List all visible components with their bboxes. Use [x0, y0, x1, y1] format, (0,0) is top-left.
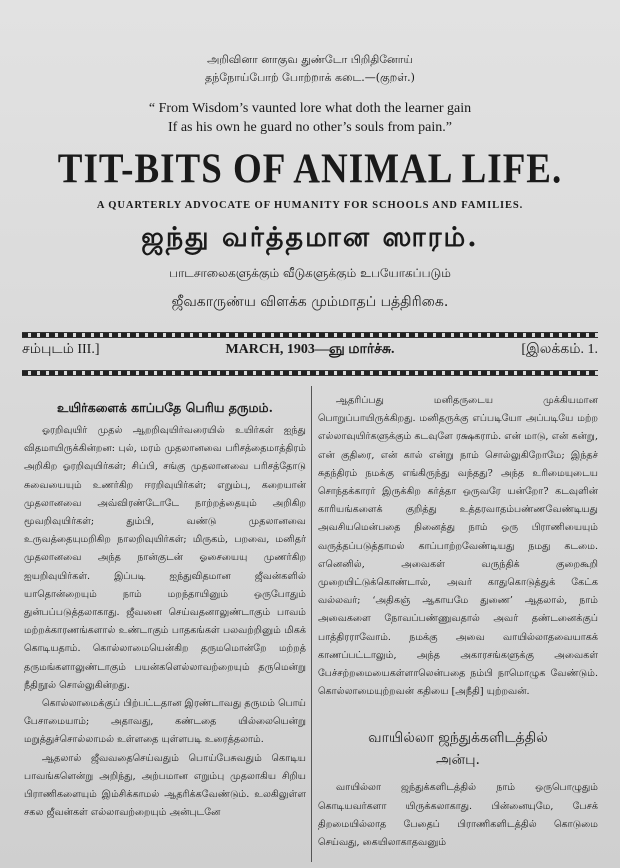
masthead-subtitle: A QUARTERLY ADVOCATE OF HUMANITY FOR SCHOOLS AND FAMILIES.	[96, 200, 524, 211]
volume-label: சம்புடம் III.]	[22, 342, 100, 357]
english-epigraph-line-2: If as his own he guard no other’s souls from pain.”	[168, 120, 452, 135]
left-paragraph-2	[24, 695, 306, 750]
english-epigraph-line-1: “ From Wisdom’s vaunted lore what doth the learner gain	[148, 101, 472, 116]
paragraph-text: கொல்லாமைக்குப் பிற்பட்டதான இரண்டாவது தருமம் பொய் பேசாமையாம்; அதாவது, கண்டதை யில்லையென்று மறுத்துச்சொல்லாமல் உள்ளதை யுள்ளபடி உரைத்தலாம்.	[24, 698, 306, 746]
right-column-heading-line-1: வாயில்லா ஜந்துக்களிடத்தில்	[368, 730, 548, 747]
paragraph-text: ஆதரிப்பது மனிதருடைய முக்கியமான பொறுப்பாயிருக்கிறது. மனிதருக்கு எப்படியோ அப்படியே மற்ற எல்லாவுயிர்களுக்கும் கடவுளே ரக்ஷகராம். என் மாடு, என் கன்று, என் குதிரை, என் கால் என்று நாம் சொல்லுகிறோமே; இந்தச் சுதந்திரம் நமக்கு எங்கிருந்து வந்தது? அந்த உரிமையுடைய சொந்தக்காரர் இருக்கிற கர்த்தா ஒருவரே யன்றோ? கடவுளின் காரியங்களைக் குறித்து உத்தரவாதம்பண்ணவேண்டியது அவசியமென்பதை நினைத்து நாம் ஒரு பிராணியையும் வருத்தப்படுத்தாமல் காப்பாற்றவேண்டியது நமது கடமை. எனெனில், அவைகள் வருந்திக் குறைகூறி முறையிட்டுக்கொண்டால், அவர் காதுகொடுத்துக் கேட்க வல்லவர்; ‘அதிகஞ் ஆகாயமே துணை’ ஆதலால், நாம் அவைகளை நோவப்பண்ணுவதால் அவர் தண்டனைக்குப் பாத்திரராவோம். நமக்கு அவை வாயில்லாதவையாகக் காணப்பட்டாலும், அந்த அகாரசங்களுக்கு அவைகள் பேச்சற்றமையைகள்ளாலென்பதை நம்பி நாமொழுக வேண்டும். கொல்லாமையுற்றவன் கதியை [அநீதி] யுற்றவன்.	[318, 395, 598, 698]
right-column	[318, 392, 598, 862]
issue-number: [இலக்கம். 1.	[521, 342, 598, 357]
masthead-title: TIT-BITS OF ANIMAL LIFE.	[57, 145, 563, 194]
left-paragraph-3	[24, 750, 306, 823]
right-paragraph-1	[318, 392, 598, 701]
paragraph-text: ஓரறிவுயிர் முதல் ஆறறிவுயிர்வரையில் உயிர்கள் ஐந்து விதமாயிருக்கின்றன: புல், மரம் முதலானவை பரிசத்தைமாத்திரம் அறிகிற ஓரறிவுயிர்கள்; சிப்பி, சங்கு முதலானவை பரிசத்தோடு சுவையையும் உணர்கிற ஈரறிவுயிர்கள்; எறும்பு, கறையான் முதலானவை அவ்விரண்டோடே நாற்றத்தையும் அறிகிற மூவறிவுயிர்கள்; தும்பி, வண்டு முதலானவை உருவத்தையுமறிகிற நாலறிவுயிர்கள்; மிருகம், பறவை, மனிதர் முதலானவை அந்த நான்குடன் ஓசையையு முணர்கிற ஐயறிவுயிர்கள். இப்படி ஐந்துவிதமான ஜீவன்களில் யாதொன்றையும் நாம் மறந்தாயினும் ஒருபோதும் துன்பப்படுத்தலாகாது. ஜீவனை செய்வதனாலுண்டாகும் பாவம் மற்றக்காரணங்களால் உண்டாகும் பாதகங்கள் பலவற்றினும் மிகக் கொடியதாம். கொல்லாமையென்கிற தருமமொன்றே மற்றத் தருமங்களாலுண்டாகும் பயன்களெல்லாவற்றையும் தருமென்று நீதிநூல் சொல்லுகின்றது.	[24, 425, 306, 691]
tamil-subtitle-1: பாடசாலைகளுக்கும் வீடுகளுக்கும் உபயோகப்படும்	[169, 266, 451, 280]
dateline	[22, 342, 598, 362]
tamil-epigraph-line-2: தந்நோய்போற் போற்றாக் கடை.—(குறள்.)	[205, 71, 415, 84]
right-column-heading-line-2: அன்பு.	[435, 752, 480, 769]
tamil-epigraph-line-1: அறிவினா னாகுவ துண்டோ பிறிதினோய்	[207, 53, 413, 66]
tamil-masthead-title: ஜந்து வர்த்தமான ஸாரம்.	[141, 222, 479, 253]
column-divider	[311, 386, 312, 862]
issue-date: MARCH, 1903—ஞு மார்ச்சு.	[225, 342, 395, 357]
left-column	[24, 392, 306, 862]
paragraph-text: ஆதலால் ஜீவவதைசெய்வதும் பொய்பேசுவதும் கொடிய பாவங்களென்று அறிந்து, அற்பமான எறும்பு முதலாகிய சிறிய பிராணிகளையும் இம்சிக்காமல் ஆதரிக்கவேண்டும். உலகிலுள்ள சகல ஜீவன்கள் எல்லாவற்றையும் அன்புடனே	[24, 752, 306, 819]
top-dotted-rule	[22, 332, 598, 338]
paragraph-text: வாயில்லா ஜந்துக்களிடத்தில் நாம் ஒருபொழுதும் கொடியவர்களா யிருக்கலாகாது. பின்னையுமே, பேசக் திறமையில்லாத பேதைப் பிராணிகளிடத்தில் கொடுமை செய்வது, கையிலாகாதவனும்	[318, 782, 598, 849]
left-paragraph-1	[24, 422, 306, 695]
left-column-heading: உயிர்களைக் காப்பதே பெரிய தருமம்.	[57, 400, 273, 415]
tamil-subtitle-2: ஜீவகாருண்ய விளக்க மும்மாதப் பத்திரிகை.	[171, 294, 449, 310]
right-paragraph-2	[318, 779, 598, 852]
bottom-dotted-rule	[22, 370, 598, 376]
